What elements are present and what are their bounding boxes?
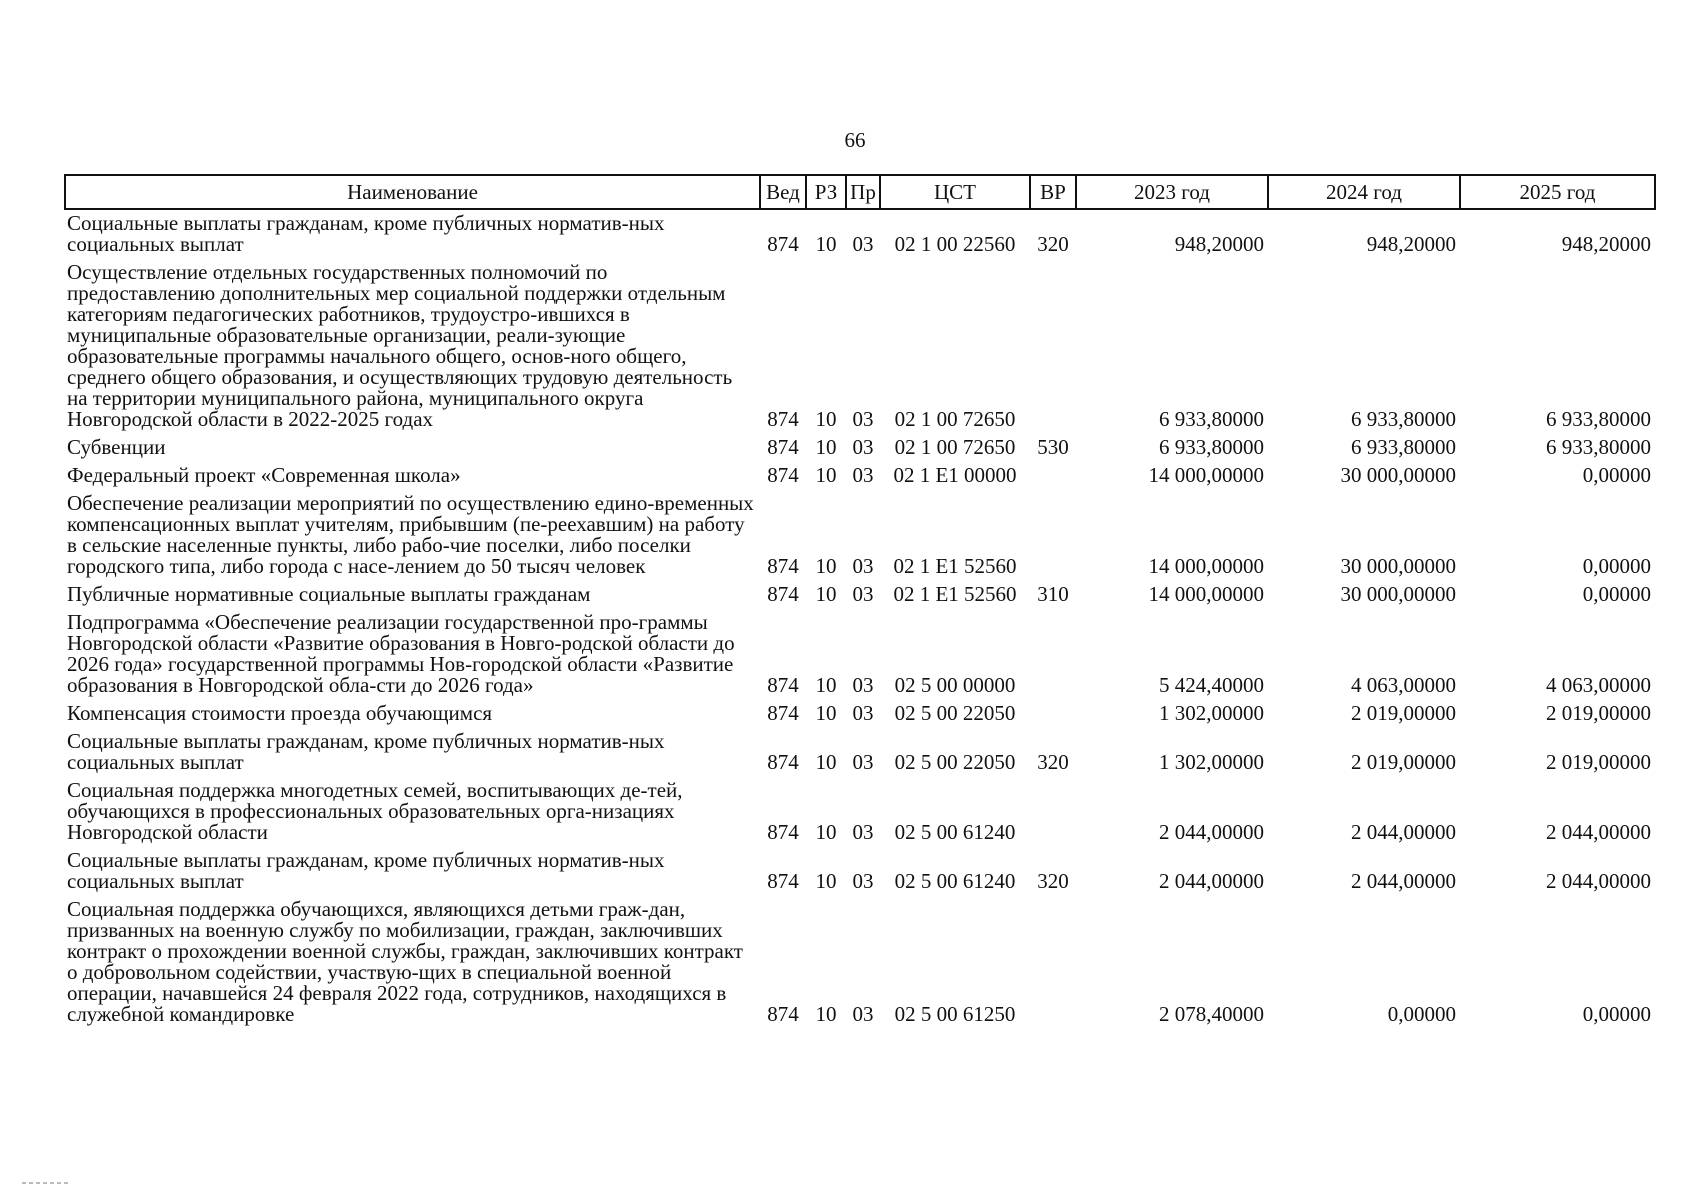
cell-vr	[1030, 896, 1076, 1029]
cell-rz: 10	[815, 582, 837, 606]
cell-vr	[1030, 777, 1076, 847]
cell-2024: 2 019,00000	[1351, 701, 1456, 725]
cell-pr: 03	[852, 554, 874, 578]
cell-name: Подпрограмма «Обеспечение реализации государственной про-граммы Новгородской области «Развитие образования в Новго-родской области до 2026 года» государственной программы Нов-городской области «Развитие образования в Новгородской обла-сти до 2026 года»	[67, 610, 735, 697]
cell-2024: 2 044,00000	[1351, 820, 1456, 844]
cell-vr	[1030, 490, 1076, 581]
cell-cst: 02 5 00 22050	[894, 750, 1016, 774]
cell-2024: 4 063,00000	[1351, 673, 1456, 697]
cell-vr: 320	[1037, 869, 1069, 893]
header-row	[65, 175, 1655, 209]
header-2025: 2025 год	[1460, 175, 1655, 209]
cell-vr	[1030, 609, 1076, 700]
cell-name: Социальная поддержка обучающихся, являющихся детьми граж-дан, призванных на военную службу по мобилизации, граждан, заключивших контракт о прохождении военной службы, граждан, заключивших контракт о добровольном содействии, участвую-щих в специальной военной операции, начавшейся 24 февраля 2022 года, сотрудников, находящихся в служебной командировке	[67, 897, 743, 1026]
cell-2023: 6 933,80000	[1159, 407, 1264, 431]
cell-cst: 02 5 00 61240	[894, 820, 1016, 844]
table-row	[65, 434, 1655, 462]
cell-2025: 2 019,00000	[1546, 701, 1651, 725]
cell-ved: 874	[767, 435, 799, 459]
cell-name: Компенсация стоимости проезда обучающимся	[67, 701, 493, 725]
cell-name: Социальные выплаты гражданам, кроме публичных норматив-ных социальных выплат	[67, 848, 665, 893]
cell-2025: 4 063,00000	[1546, 673, 1651, 697]
cell-cst: 02 1 E1 52560	[893, 554, 1017, 578]
cell-vr	[1030, 700, 1076, 728]
cell-ved: 874	[767, 673, 799, 697]
cell-pr: 03	[852, 232, 874, 256]
cell-2025: 0,00000	[1582, 1002, 1651, 1026]
cell-cst: 02 5 00 22050	[894, 701, 1016, 725]
cell-rz: 10	[815, 750, 837, 774]
table-row	[65, 847, 1655, 896]
cell-pr: 03	[852, 582, 874, 606]
cell-2025: 6 933,80000	[1546, 407, 1651, 431]
cell-ved: 874	[767, 463, 799, 487]
table-row	[65, 490, 1655, 581]
cell-ved: 874	[767, 701, 799, 725]
cell-2025: 2 044,00000	[1546, 820, 1651, 844]
cell-rz: 10	[815, 1002, 837, 1026]
cell-2025: 6 933,80000	[1546, 435, 1651, 459]
cell-2024: 30 000,00000	[1340, 582, 1456, 606]
cell-name: Социальная поддержка многодетных семей, воспитывающих де-тей, обучающихся в профессиональных образовательных орга-низациях Новгородской области	[67, 778, 683, 844]
header-ved: Вед	[760, 175, 806, 209]
cell-rz: 10	[815, 407, 837, 431]
cell-cst: 02 1 00 72650	[894, 435, 1016, 459]
cell-2024: 0,00000	[1387, 1002, 1456, 1026]
cell-rz: 10	[815, 435, 837, 459]
cell-2023: 14 000,00000	[1148, 554, 1264, 578]
cell-rz: 10	[815, 554, 837, 578]
cell-ved: 874	[767, 750, 799, 774]
cell-cst: 02 5 00 00000	[894, 673, 1016, 697]
cell-pr: 03	[852, 869, 874, 893]
table-row	[65, 259, 1655, 434]
cell-2023: 6 933,80000	[1159, 435, 1264, 459]
table-row	[65, 209, 1655, 259]
cell-ved: 874	[767, 820, 799, 844]
cell-name: Федеральный проект «Современная школа»	[67, 463, 461, 487]
cell-pr: 03	[852, 820, 874, 844]
cell-2025: 0,00000	[1582, 463, 1651, 487]
cell-rz: 10	[815, 232, 837, 256]
table-body	[65, 209, 1655, 1029]
cell-2023: 948,20000	[1174, 232, 1264, 256]
cell-pr: 03	[852, 1002, 874, 1026]
cell-ved: 874	[767, 1002, 799, 1026]
table-row	[65, 581, 1655, 609]
cell-2024: 30 000,00000	[1340, 463, 1456, 487]
header-name: Наименование	[65, 175, 760, 209]
cell-2025: 2 019,00000	[1546, 750, 1651, 774]
header-rz: РЗ	[806, 175, 846, 209]
cell-2023: 2 078,40000	[1159, 1002, 1264, 1026]
cell-vr: 320	[1037, 750, 1069, 774]
cell-ved: 874	[767, 232, 799, 256]
cell-name: Социальные выплаты гражданам, кроме публичных норматив-ных социальных выплат	[67, 211, 665, 256]
cell-pr: 03	[852, 407, 874, 431]
cell-2023: 5 424,40000	[1159, 673, 1264, 697]
cell-2024: 2 044,00000	[1351, 869, 1456, 893]
cell-cst: 02 1 00 22560	[894, 232, 1016, 256]
cell-pr: 03	[852, 701, 874, 725]
cell-2023: 14 000,00000	[1148, 582, 1264, 606]
cell-2024: 2 019,00000	[1351, 750, 1456, 774]
cell-pr: 03	[852, 673, 874, 697]
cell-2023: 1 302,00000	[1159, 750, 1264, 774]
cell-ved: 874	[767, 407, 799, 431]
cell-ved: 874	[767, 582, 799, 606]
cell-2025: 0,00000	[1582, 554, 1651, 578]
cell-rz: 10	[815, 701, 837, 725]
cell-2023: 1 302,00000	[1159, 701, 1264, 725]
cell-name: Публичные нормативные социальные выплаты гражданам	[67, 582, 591, 606]
scan-artifact	[22, 1182, 70, 1184]
table-row	[65, 728, 1655, 777]
cell-cst: 02 1 E1 00000	[893, 463, 1017, 487]
cell-rz: 10	[815, 869, 837, 893]
table-row	[65, 609, 1655, 700]
cell-vr: 320	[1037, 232, 1069, 256]
cell-vr	[1030, 462, 1076, 490]
cell-2023: 2 044,00000	[1159, 869, 1264, 893]
cell-2024: 6 933,80000	[1351, 435, 1456, 459]
header-2023: 2023 год	[1076, 175, 1268, 209]
cell-pr: 03	[852, 463, 874, 487]
cell-rz: 10	[815, 463, 837, 487]
cell-ved: 874	[767, 554, 799, 578]
cell-name: Осуществление отдельных государственных полномочий по предоставлению дополнительных мер социальной поддержки отдельным категориям педагогических работников, трудоустро-ившихся в муниципальные образовательные организации, реали-зующие образовательные программы начального общего, основ-ного общего, среднего общего образования, и осуществляющих трудовую деятельность на территории муниципального района, муниципального округа Новгородской области в 2022-2025 годах	[67, 260, 733, 431]
table-row	[65, 462, 1655, 490]
cell-vr: 310	[1037, 582, 1069, 606]
cell-2024: 948,20000	[1366, 232, 1456, 256]
cell-cst: 02 5 00 61240	[894, 869, 1016, 893]
header-vr: ВР	[1030, 175, 1076, 209]
cell-name: Обеспечение реализации мероприятий по осуществлению едино-временных компенсационных выплат учителям, прибывшим (пе-реехавшим) на работу в сельские населенные пункты, либо рабо-чие поселки, либо поселки городского типа, либо города с насе-лением до 50 тысяч человек	[67, 491, 754, 578]
page-number: 66	[844, 128, 866, 152]
header-pr: Пр	[846, 175, 880, 209]
cell-rz: 10	[815, 820, 837, 844]
table-row	[65, 700, 1655, 728]
cell-cst: 02 1 E1 52560	[893, 582, 1017, 606]
table-row	[65, 896, 1655, 1029]
cell-cst: 02 5 00 61250	[894, 1002, 1016, 1026]
cell-2025: 2 044,00000	[1546, 869, 1651, 893]
cell-rz: 10	[815, 673, 837, 697]
cell-cst: 02 1 00 72650	[894, 407, 1016, 431]
cell-2023: 2 044,00000	[1159, 820, 1264, 844]
cell-2025: 948,20000	[1561, 232, 1651, 256]
cell-2025: 0,00000	[1582, 582, 1651, 606]
cell-2024: 6 933,80000	[1351, 407, 1456, 431]
cell-pr: 03	[852, 750, 874, 774]
table-row	[65, 777, 1655, 847]
cell-vr	[1030, 259, 1076, 434]
cell-2023: 14 000,00000	[1148, 463, 1264, 487]
cell-name: Субвенции	[67, 435, 166, 459]
cell-pr: 03	[852, 435, 874, 459]
header-cst: ЦСТ	[880, 175, 1030, 209]
cell-vr: 530	[1037, 435, 1069, 459]
cell-name: Социальные выплаты гражданам, кроме публичных норматив-ных социальных выплат	[67, 729, 665, 774]
cell-ved: 874	[767, 869, 799, 893]
budget-table	[64, 174, 1656, 1029]
cell-2024: 30 000,00000	[1340, 554, 1456, 578]
header-2024: 2024 год	[1268, 175, 1460, 209]
